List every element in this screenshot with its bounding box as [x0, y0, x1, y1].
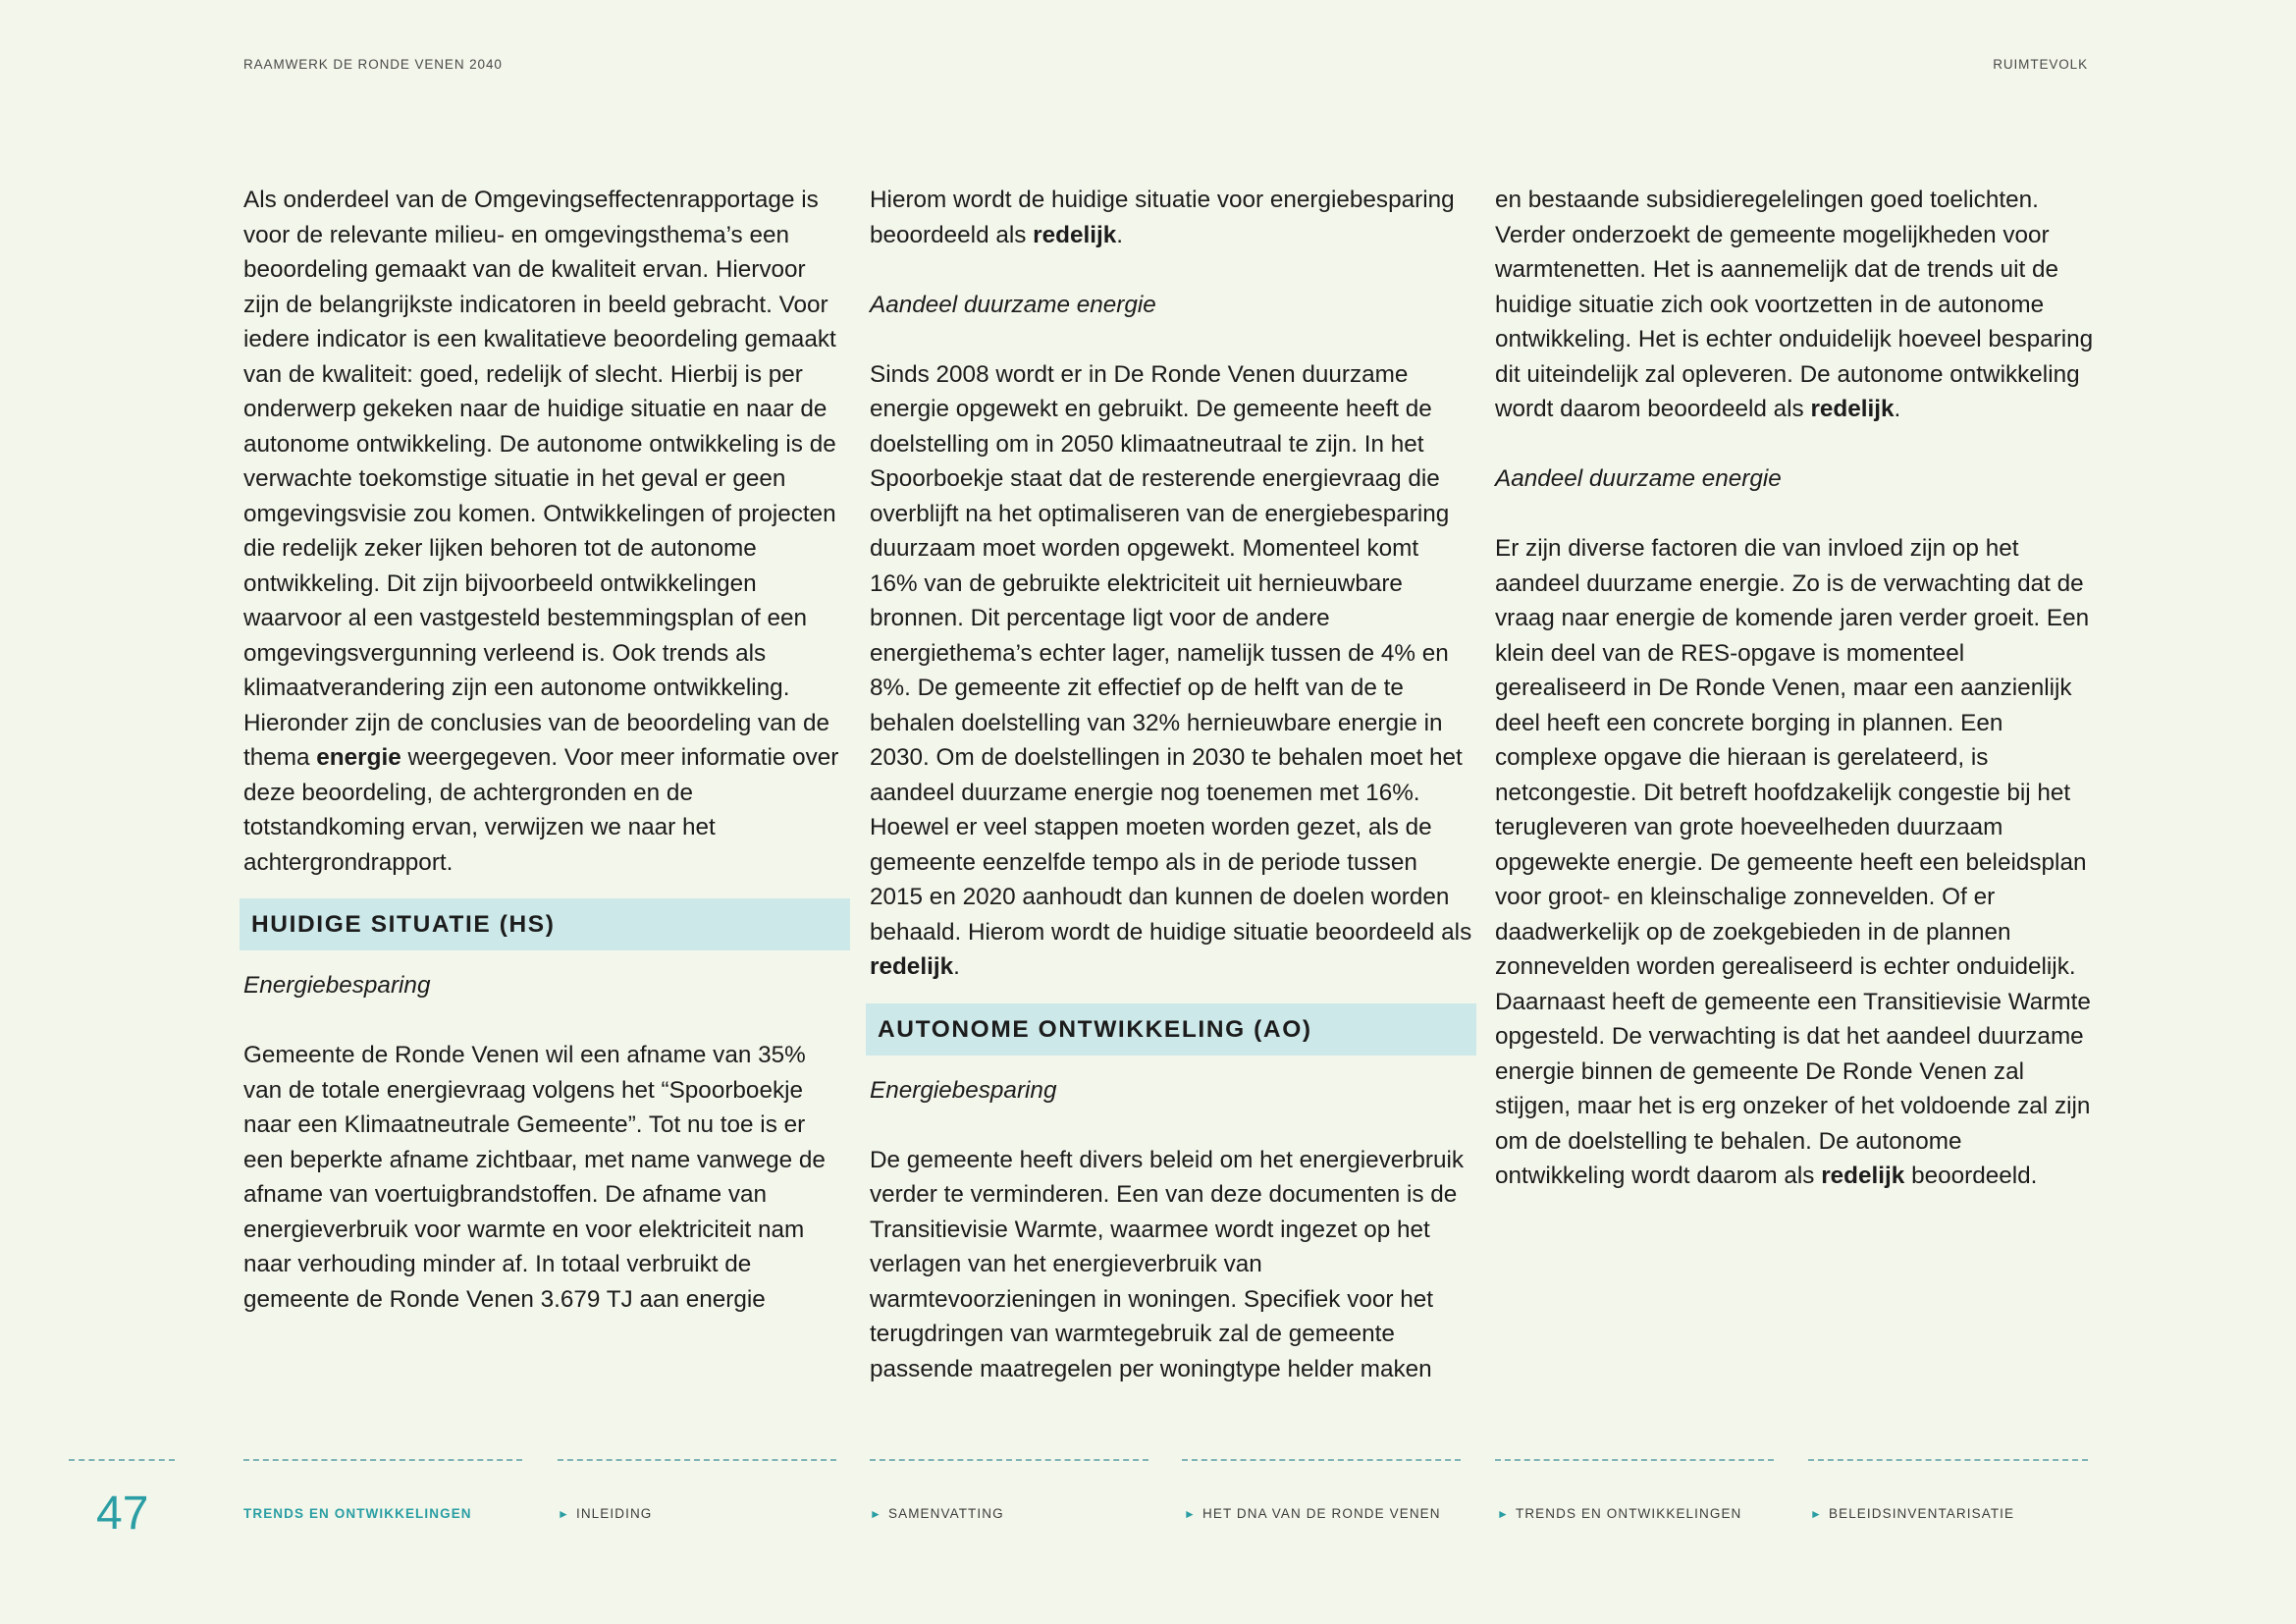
- footer-divider: [243, 1459, 522, 1461]
- nav-link-trends[interactable]: ► TRENDS EN ONTWIKKELINGEN: [1497, 1506, 1742, 1521]
- subheading-aandeel-duurzame-energie: Aandeel duurzame energie: [1495, 465, 1782, 492]
- footer-divider: [1182, 1459, 1461, 1461]
- publisher-name: RUIMTEVOLK: [1993, 57, 2088, 72]
- rating-label: redelijk: [1033, 221, 1117, 248]
- hs-duurzame-energie-paragraph: Sinds 2008 wordt er in De Ronde Venen duurzame energie opgewekt en gebruikt. De gemeente heeft de doelstelling om in 2050 klimaatneutraal te zijn. In het Spoorboekje staat dat de resterende energievraag die overblijft na het optimaliseren van de energiebesparing duurzaam moet worden opgewekt. Momenteel komt 16% van de gebruikte elektriciteit uit hernieuwbare bronnen. Dit percentage ligt voor de andere energiethema’s echter lager, namelijk tussen de 4% en 8%. De gemeente zit effectief op de helft van de te behalen doelstelling van 32% hernieuwbare energie in 2030. Om de doelstellingen in 2030 te behalen moet het aandeel duurzame energie nog toenemen met 16%. Hoewel er veel stappen moeten worden gezet, als de gemeente eenzelfde tempo als in de periode tussen 2015 en 2020 aanhoudt dan kunnen de doelen worden behaald. Hierom wordt de huidige situatie beoordeeld als redelijk.: [870, 360, 1472, 980]
- nav-link-samenvatting[interactable]: ► SAMENVATTING: [870, 1506, 1004, 1521]
- footer-divider: [1808, 1459, 2088, 1461]
- nav-link-dna[interactable]: ► HET DNA VAN DE RONDE VENEN: [1184, 1506, 1441, 1521]
- ao-duurzame-energie-paragraph: Er zijn diverse factoren die van invloed zijn op het aandeel duurzame energie. Zo is de verwachting dat de vraag naar energie de komende jaren verder groeit. Een klein deel van de RES-opgave is momenteel gerealiseerd in De Ronde Venen, maar een aanzienlijk deel heeft een concrete borging in plannen. Een complexe opgave die hieraan is gerelateerd, is netcongestie. Dit betreft hoofdzakelijk congestie bij het terugleveren van grote hoeveelheden duurzaam opgewekte energie. De gemeente heeft een beleidsplan voor groot- en kleinschalige zonnevelden. Of er daadwerkelijk op de zoekgebieden in de plannen zonnevelden worden gerealiseerd is echter onduidelijk. Daarnaast heeft de gemeente een Transitievisie Warmte opgesteld. De verwachting is dat het aandeel duurzame energie binnen de gemeente De Ronde Venen zal stijgen, maar het is erg onzeker of het voldoende zal zijn om de doelstelling te behalen. De autonome ontwikkeling wordt daarom als redelijk beoordeeld.: [1495, 535, 2091, 1189]
- bold-term: energie: [316, 744, 401, 771]
- nav-link-beleidsinventarisatie[interactable]: ► BELEIDSINVENTARISATIE: [1810, 1506, 2015, 1521]
- footer-divider: [870, 1459, 1148, 1461]
- footer-divider: [69, 1459, 175, 1461]
- text-column-3: [1495, 183, 2098, 1194]
- nav-current-chapter[interactable]: TRENDS EN ONTWIKKELINGEN: [243, 1506, 472, 1521]
- arrow-right-icon: ►: [558, 1507, 570, 1521]
- rating-label: redelijk: [1821, 1163, 1905, 1189]
- section-heading-autonome-ontwikkeling: AUTONOME ONTWIKKELING (AO): [866, 1003, 1476, 1056]
- arrow-right-icon: ►: [870, 1507, 882, 1521]
- rating-label: redelijk: [870, 953, 954, 980]
- text-column-2: [870, 183, 1472, 1386]
- section-heading-huidige-situatie: HUIDIGE SITUATIE (HS): [240, 898, 850, 950]
- arrow-right-icon: ►: [1810, 1507, 1823, 1521]
- footer-divider: [558, 1459, 836, 1461]
- footer-divider: [1495, 1459, 1774, 1461]
- rating-label: redelijk: [1810, 396, 1895, 422]
- subheading-energiebesparing: Energiebesparing: [243, 972, 431, 999]
- text-column-1: [243, 183, 846, 1317]
- hs-energiebesparing-paragraph: Gemeente de Ronde Venen wil een afname van 35% van de totale energievraag volgens het “Spoorboekje naar een Klimaatneutrale Gemeente”. Tot nu toe is er een beperkte afname zichtbaar, met name vanwege de afname van voertuigbrandstoffen. De afname van energieverbruik voor warmte en voor elektriciteit nam naar verhouding minder af. In totaal verbruikt de gemeente de Ronde Venen 3.679 TJ aan energie: [243, 1042, 826, 1313]
- nav-link-inleiding[interactable]: ► INLEIDING: [558, 1506, 653, 1521]
- document-title: RAAMWERK DE RONDE VENEN 2040: [243, 57, 503, 72]
- subheading-energiebesparing: Energiebesparing: [870, 1076, 1057, 1104]
- page-number: 47: [96, 1488, 149, 1540]
- arrow-right-icon: ►: [1184, 1507, 1197, 1521]
- hs-energiebesparing-conclusion: Hierom wordt de huidige situatie voor energiebesparing beoordeeld als redelijk.: [870, 187, 1455, 248]
- arrow-right-icon: ►: [1497, 1507, 1510, 1521]
- ao-energiebesparing-conclusion: en bestaande subsidieregelelingen goed toelichten. Verder onderzoekt de gemeente mogelijkheden voor warmtenetten. Het is aannemelijk dat de trends uit de huidige situatie zich ook voortzetten in de autonome ontwikkeling. Het is echter onduidelijk hoeveel besparing dit uiteindelijk zal opleveren. De autonome ontwikkeling wordt daarom beoordeeld als redelijk.: [1495, 187, 2094, 422]
- intro-paragraph: Als onderdeel van de Omgevingseffectenrapportage is voor de relevante milieu- en omgevingsthema’s een beoordeling gemaakt van de kwaliteit ervan. Hiervoor zijn de belangrijkste indicatoren in beeld gebracht. Voor iedere indicator is een kwalitatieve beoordeling gemaakt van de kwaliteit: goed, redelijk of slecht. Hierbij is per onderwerp gekeken naar de huidige situatie en naar de autonome ontwikkeling. De autonome ontwikkeling is de verwachte toekomstige situatie in het geval er geen omgevingsvisie zou komen. Ontwikkelingen of projecten die redelijk zeker lijken behoren tot de autonome ontwikkeling. Dit zijn bijvoorbeeld ontwikkelingen waarvoor al een vastgesteld bestemmingsplan of een omgevingsvergunning verleend is. Ook trends als klimaatverandering zijn een autonome ontwikkeling. Hieronder zijn de conclusies van de beoordeling van de thema energie weergegeven. Voor meer informatie over deze beoordeling, de achtergronden en de totstandkoming ervan, verwijzen we naar het achtergrondrapport.: [243, 187, 839, 876]
- subheading-aandeel-duurzame-energie: Aandeel duurzame energie: [870, 291, 1156, 318]
- ao-energiebesparing-paragraph: De gemeente heeft divers beleid om het energieverbruik verder te verminderen. Een van deze documenten is de Transitievisie Warmte, waarmee wordt ingezet op het verlagen van het energieverbruik van warmtevoorzieningen in woningen. Specifiek voor het terugdringen van warmtegebruik zal de gemeente passende maatregelen per woningtype helder maken: [870, 1146, 1465, 1382]
